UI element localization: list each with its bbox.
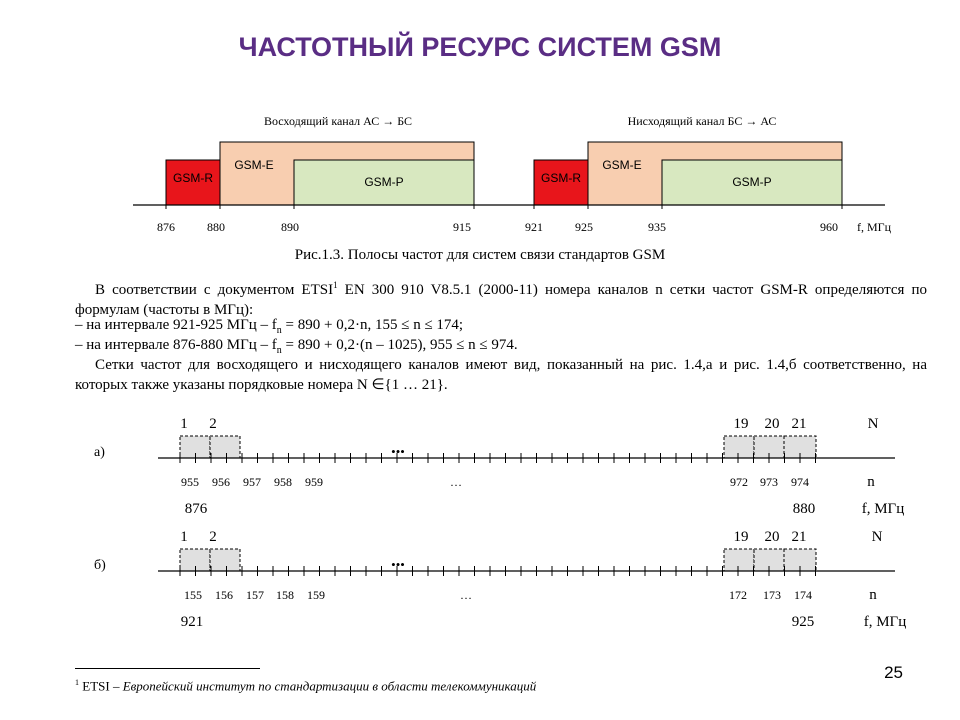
grid-b-top-20: 20 [764, 529, 780, 545]
tick-921: 921 [525, 220, 543, 234]
uplink-label: Восходящий канал АС → БС [263, 114, 413, 128]
downlink-label: Нисходящий канал БС → АС [627, 114, 777, 128]
gsm-p-label-uplink: GSM-P [364, 175, 404, 189]
grid-b-ch-159: 159 [307, 588, 325, 602]
tick-915: 915 [453, 220, 471, 234]
grid-a-top-19: 19 [733, 416, 749, 432]
paragraph-etsi-rest: EN 300 910 V8.5.1 (2000-11) номера каналов n сетки частот GSM-R определяются по формулам (частоты в МГц): [75, 282, 927, 318]
tick-960: 960 [820, 220, 838, 234]
grid-b-ch-ellipsis: … [460, 588, 472, 602]
channel-box [724, 549, 754, 571]
channel-box [210, 436, 240, 458]
channel-grid-a [94, 416, 904, 517]
channel-box [724, 436, 754, 458]
formula-2-rest: = 890 + 0,2·(n – 1025), 955 ≤ n ≤ 974. [281, 337, 518, 353]
footnote-divider [75, 668, 260, 669]
grid-b-ch-155: 155 [184, 588, 202, 602]
grid-a-freq-left: 876 [184, 501, 208, 517]
grid-a-ch-955: 955 [181, 475, 199, 489]
footnote-ref: 1 [333, 280, 338, 290]
grid-a-dots: ••• [391, 444, 405, 459]
grid-b-label: б) [94, 558, 106, 573]
grid-b-ch-157: 157 [246, 588, 264, 602]
grid-b-channel-axis: n [869, 587, 877, 603]
grid-a-ch-974: 974 [791, 475, 809, 489]
grid-a-freq-axis: f, МГц [861, 501, 905, 517]
formula-2-start: – на интервале 876-880 МГц – f [75, 337, 277, 353]
grid-a-label: а) [94, 445, 105, 460]
grid-a-ch-ellipsis: … [450, 475, 462, 489]
footnote [75, 678, 536, 694]
grid-b-top-19: 19 [733, 529, 749, 545]
grid-b-top-21: 21 [791, 529, 807, 545]
formula-1-sub: n [276, 325, 282, 336]
grid-a-ch-958: 958 [274, 475, 292, 489]
tick-935: 935 [648, 220, 666, 234]
grid-a-ch-957: 957 [243, 475, 261, 489]
paragraph-etsi-start: В соответствии с документом ETSI [95, 282, 334, 298]
grid-a-channel-axis: n [867, 474, 875, 490]
grid-b-ch-156: 156 [215, 588, 233, 602]
grid-b-ch-174: 174 [794, 588, 812, 602]
formula-1-rest: = 890 + 0,2·n, 155 ≤ n ≤ 174; [281, 317, 464, 333]
grid-a-ch-956: 956 [212, 475, 230, 489]
footnote-mark: 1 [75, 678, 79, 687]
channel-box [210, 549, 240, 571]
tick-925: 925 [575, 220, 593, 234]
grid-a-top-1: 1 [180, 416, 188, 432]
tick-880: 880 [207, 220, 225, 234]
grid-a-top-2: 2 [209, 416, 217, 432]
grid-b-ch-173: 173 [763, 588, 781, 602]
page-title: ЧАСТОТНЫЙ РЕСУРС СИСТЕМ GSM [238, 32, 722, 62]
gsm-e-label-downlink: GSM-E [602, 158, 642, 172]
grid-a-top-20: 20 [764, 416, 780, 432]
footnote-text: Европейский институт по стандартизации в области телекоммуникаций [122, 678, 537, 694]
grid-a-top-axis: N [867, 416, 879, 432]
gsm-e-label-uplink: GSM-E [234, 158, 274, 172]
grid-b-top-2: 2 [209, 529, 217, 545]
paragraph-etsi [75, 276, 927, 320]
grid-b-top-axis: N [871, 529, 883, 545]
grid-b-freq-left: 921 [180, 614, 204, 630]
grid-b-top-1: 1 [180, 529, 188, 545]
page-number: 25 [884, 663, 903, 682]
formula-1-start: – на интервале 921-925 МГц – f [75, 317, 277, 333]
tick-890: 890 [281, 220, 299, 234]
gsm-r-label-downlink: GSM-R [541, 171, 581, 185]
grid-b-freq-right: 925 [791, 614, 815, 630]
tick-876: 876 [157, 220, 175, 234]
grid-b-freq-axis: f, МГц [863, 614, 907, 630]
figure-caption: Рис.1.3. Полосы частот для систем связи стандартов GSM [294, 247, 666, 263]
grid-a-ch-959: 959 [305, 475, 323, 489]
grid-a-top-21: 21 [791, 416, 807, 432]
channel-grid-b [94, 529, 906, 630]
grid-a-freq-right: 880 [792, 501, 816, 517]
gsm-p-label-downlink: GSM-P [732, 175, 772, 189]
gsm-r-label-uplink: GSM-R [173, 171, 213, 185]
grid-b-dots: ••• [391, 557, 405, 572]
grid-b-ch-158: 158 [276, 588, 294, 602]
grid-b-ch-172: 172 [729, 588, 747, 602]
paragraph-grids: Сетки частот для восходящего и нисходящего каналов имеют вид, показанный на рис. 1.4,а и рис. 1.4,б соответственно, на которых также указаны порядковые номера N ∈{1 … 21}. [75, 357, 927, 393]
footnote-abbr: ETSI – [79, 678, 123, 694]
grid-a-ch-972: 972 [730, 475, 748, 489]
axis-unit-label: f, МГц [857, 220, 892, 234]
formula-2-sub: n [276, 345, 282, 356]
grid-a-ch-973: 973 [760, 475, 778, 489]
